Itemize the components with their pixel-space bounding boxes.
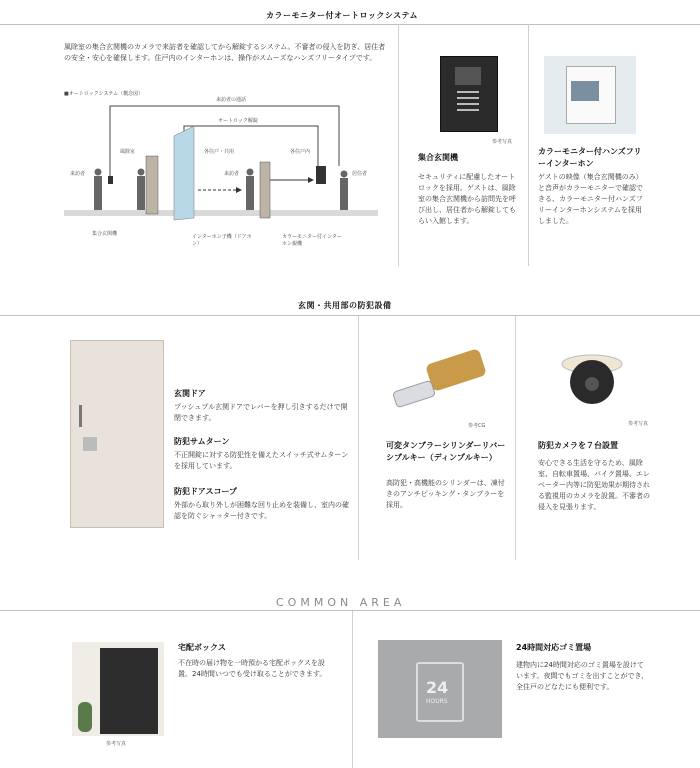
door-item-title: 玄関ドア <box>174 389 206 398</box>
door-item-title: 防犯ドアスコープ <box>174 487 238 496</box>
panel-title: 集合玄関機 <box>418 153 458 162</box>
key-desc: 高防犯・高機能のシリンダーは、凍付きのアンチピッキング・タンブラーを採用。 <box>386 479 505 509</box>
entrance-panel-photo <box>440 56 498 132</box>
label-indoor: 各住戸内 <box>290 149 311 155</box>
divider <box>398 24 399 266</box>
common-area-title: COMMON AREA <box>276 596 406 609</box>
divider <box>352 611 353 768</box>
monitor-desc: ゲストの映像（集合玄関機のみ）と音声がカラーモニターで確認できる、カラーモニター付ハンズフリーインターホンシステムを採用しました。 <box>538 173 643 225</box>
label-visitor: 来訪者 <box>224 171 240 177</box>
label-corridor: 各住戸・共用 <box>204 149 235 155</box>
label-windbreak: 風除室 <box>120 149 136 155</box>
entrance-door-photo <box>70 340 164 528</box>
label-monitor: カラーモニター付インターホン親機 <box>282 234 342 247</box>
divider <box>0 24 700 25</box>
monitor-photo <box>544 56 636 134</box>
label-panel: 集合玄関機 <box>92 231 118 237</box>
section1-intro: 風除室の集合玄関機のカメラで来訪者を確認してから解錠するシステム。不審者の侵入を防ぎ、居住者の安全・安心を確保します。住戸内のインターホンは、操作がスムーズなハンズフリータイプです。 <box>64 43 386 62</box>
garbage-desc: 建物内に24時間対応のゴミ置場を設けています。夜間でもゴミを出すことができ、全住戸のどなたにも便利です。 <box>516 661 649 691</box>
delivery-box-photo <box>72 642 164 736</box>
camera-desc: 安心できる生活を守るため、風除室、自転車置場、バイク置場、エレベーター内等に防犯効果が期待される監視用のカメラを設置。不審者の侵入を見張ります。 <box>538 459 650 511</box>
key-title: 可変タンブラーシリンダーリバーシブルキー（ディンプルキー） <box>386 441 506 462</box>
divider <box>0 315 700 316</box>
delivery-title: 宅配ボックス <box>178 643 226 652</box>
door-item-title: 防犯サムターン <box>174 437 230 446</box>
divider <box>0 610 700 611</box>
label-visitor-call: 来訪者の通話 <box>216 97 247 103</box>
door-item-desc: 外部から取り外しが困難な回り止めを装備し、室内の確認を防ぐシャッター付きです。 <box>174 501 349 520</box>
divider <box>528 24 529 266</box>
label-door-unit: インターホン子機（ドアホン） <box>192 234 252 247</box>
door-item-desc: 不正開錠に対する防犯性を備えたスイッチ式サムターンを採用しています。 <box>174 451 349 470</box>
divider <box>515 316 516 560</box>
label-autolock-release: オートロック解錠 <box>218 118 258 124</box>
divider <box>358 316 359 560</box>
camera-title: 防犯カメラを７台設置 <box>538 441 618 450</box>
dimple-key-image <box>384 346 494 422</box>
monitor-title: カラーモニター付ハンズフリーインターホン <box>538 147 642 168</box>
label-visitor: 来訪者 <box>70 171 86 177</box>
delivery-desc: 不在時の届け物を一時預かる宅配ボックスを設置。24時間いつでも受け取ることができます。 <box>178 659 327 678</box>
key-ref: 参考CG <box>468 423 486 429</box>
section1-title: カラーモニター付オートロックシステム <box>266 11 419 20</box>
diagram-caption: ■オートロックシステム（概念図） <box>64 91 144 97</box>
camera-ref: 参考写真 <box>628 421 649 427</box>
garbage-icon-number: 24 <box>426 678 449 697</box>
garbage-photo <box>378 640 502 738</box>
panel-desc: セキュリティに配慮したオートロックを採用。ゲストは、風除室の集合玄関機から訪問先を呼び出し、居住者から解錠してもらい入館します。 <box>418 173 516 225</box>
garbage-title: 24時間対応ゴミ置場 <box>516 643 592 652</box>
security-camera-image <box>556 348 626 410</box>
section2-title: 玄関・共用部の防犯設備 <box>298 301 392 310</box>
label-resident: 居住者 <box>352 171 368 177</box>
delivery-ref: 参考写真 <box>106 741 127 747</box>
panel-ref: 参考写真 <box>492 139 513 145</box>
garbage-icon-sub: HOURS <box>426 698 448 705</box>
door-item-desc: プッシュプル玄関ドアでレバーを押し引きするだけで開閉できます。 <box>174 403 348 422</box>
